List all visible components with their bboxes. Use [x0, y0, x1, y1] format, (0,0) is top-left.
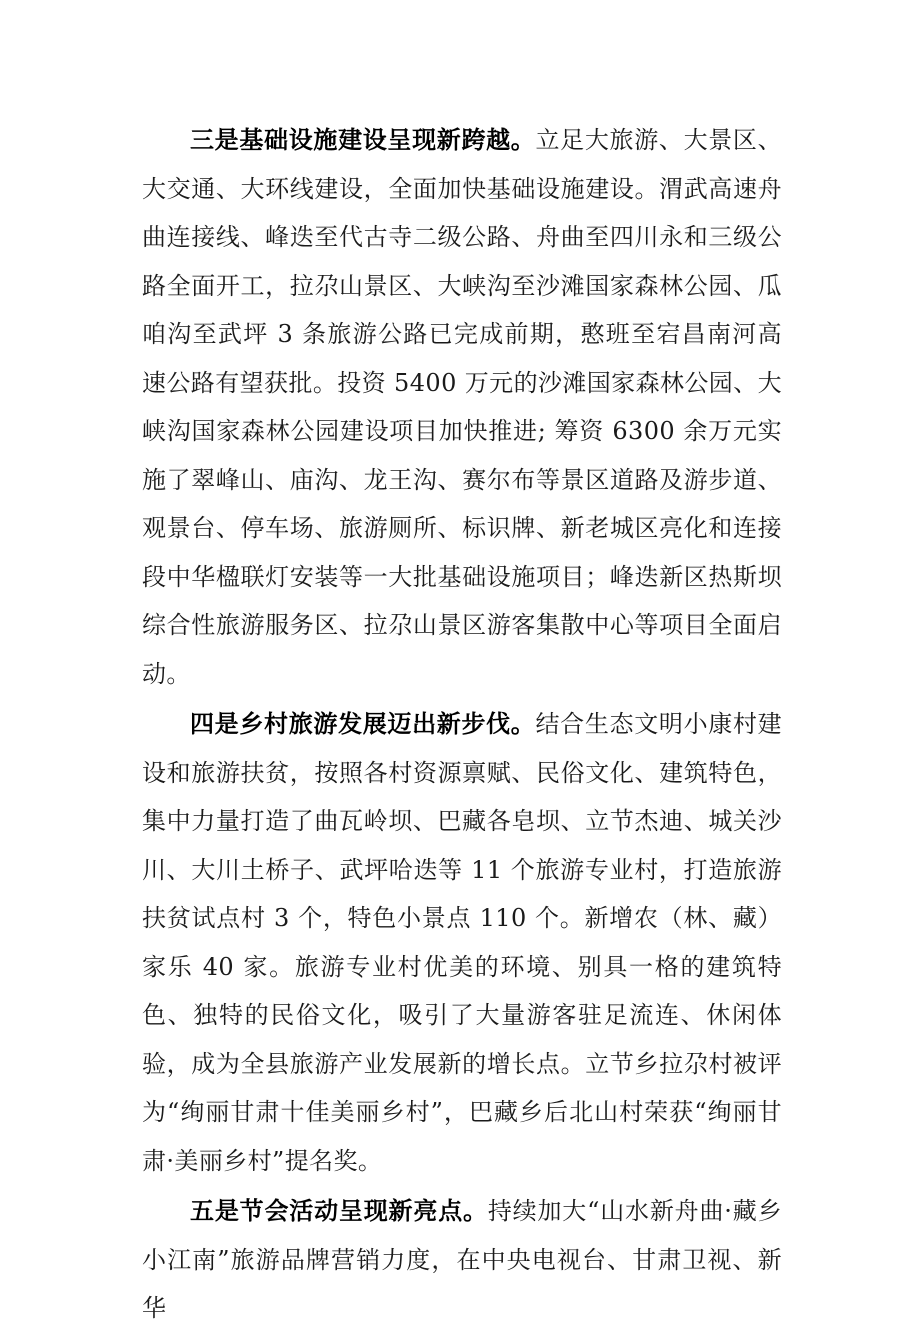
paragraph-text: 立足大旅游、大景区、大交通、大环线建设，全面加快基础设施建设。渭武高速舟曲连接线、峰迭至代古寺二级公路、舟曲至四川永和三级公路全面开工，拉尕山景区、大峡沟至沙滩国家森林公园、瓜咱沟至武坪 3 条旅游公路已完成前期，憨班至宕昌南河高速公路有望获批。投资 5400 万元的沙滩国家森林公园、大峡沟国家森林公园建设项目加快推进; 筹资 6300 余万元实施了翠峰山、庙沟、龙王沟、赛尔布等景区道路及游步道、观景台、停车场、旅游厕所、标识牌、新老城区亮化和连接段中华楹联灯安装等一大批基础设施项目；峰迭新区热斯坝综合性旅游服务区、拉尕山景区游客集散中心等项目全面启动。	[142, 126, 782, 688]
paragraph-text: 持续加大“山水新舟曲·藏乡小江南”旅游品牌营销力度，在中央电视台、甘肃卫视、新华	[142, 1197, 782, 1322]
paragraph-text: 结合生态文明小康村建设和旅游扶贫，按照各村资源禀赋、民俗文化、建筑特色，集中力量打造了曲瓦岭坝、巴藏各皂坝、立节杰迪、城关沙川、大川土桥子、武坪哈迭等 11 个旅游专业村，打造旅游扶贫试点村 3 个，特色小景点 110 个。新增农（林、藏）家乐 40 家。旅游专业村优美的环境、别具一格的建筑特色、独特的民俗文化，吸引了大量游客驻足流连、休闲体验，成为全县旅游产业发展新的增长点。立节乡拉尕村被评为“绚丽甘肃十佳美丽乡村”，巴藏乡后北山村荣获“绚丽甘肃·美丽乡村”提名奖。	[142, 710, 782, 1175]
paragraph-lead: 三是基础设施建设呈现新跨越。	[190, 125, 536, 154]
paragraph-rural-tourism	[142, 700, 782, 1185]
paragraph-festival-events	[142, 1187, 782, 1333]
paragraph-infrastructure	[142, 116, 782, 698]
paragraph-lead: 四是乡村旅游发展迈出新步伐。	[190, 709, 536, 738]
document-body	[142, 116, 782, 1333]
paragraph-lead: 五是节会活动呈现新亮点。	[190, 1196, 488, 1225]
